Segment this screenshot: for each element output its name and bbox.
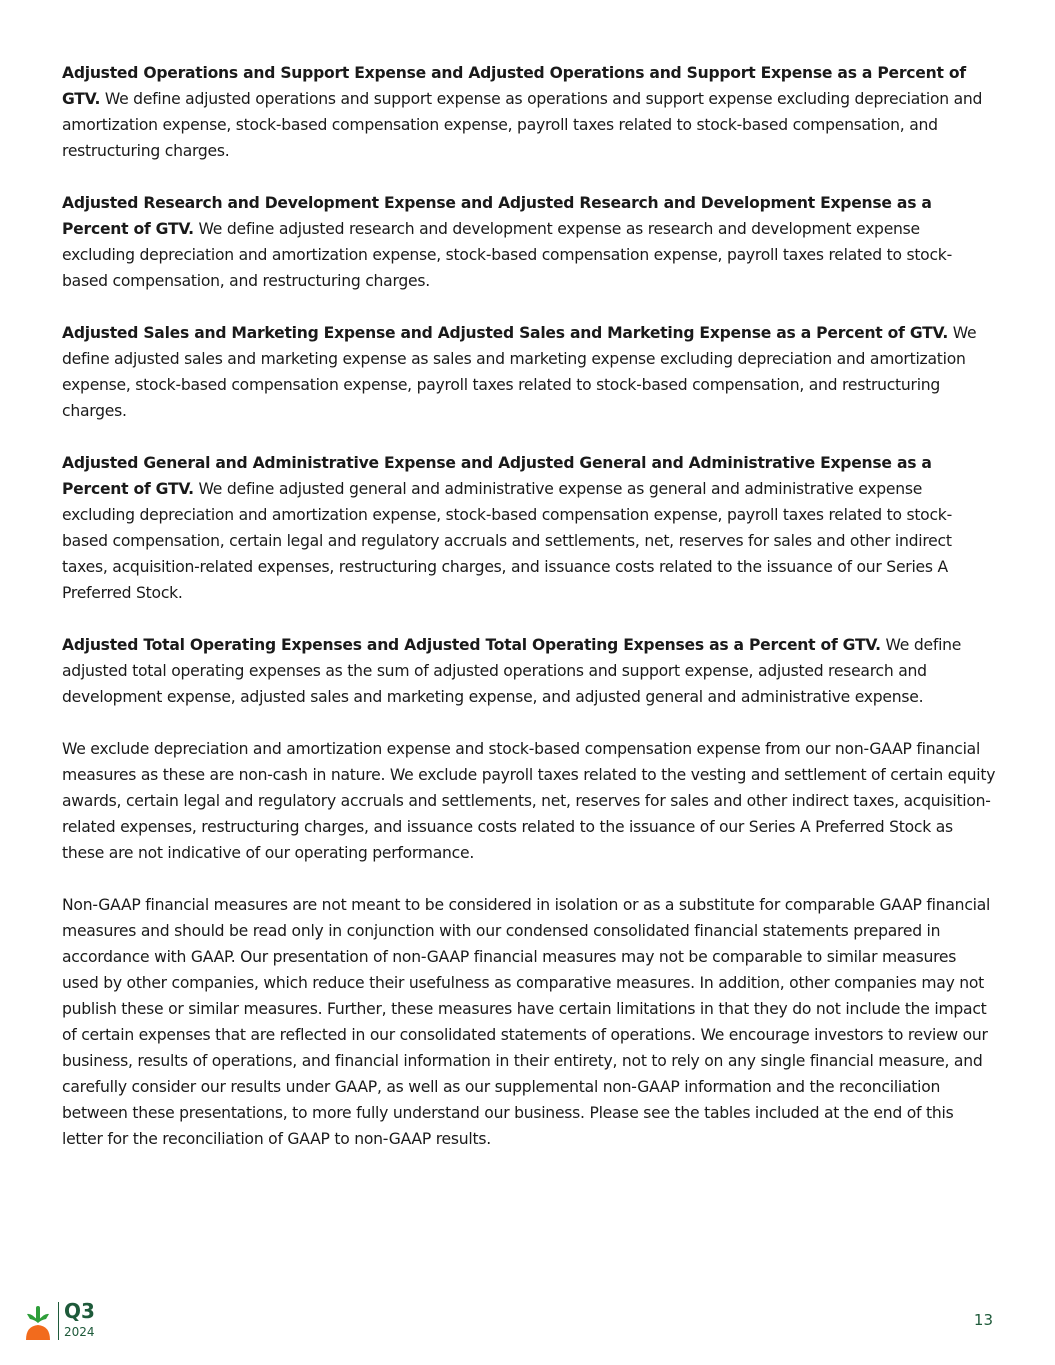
document-body bbox=[62, 60, 997, 1178]
paragraph-body: Non-GAAP financial measures are not meant to be considered in isolation or as a substitute for comparable GAAP financial measures and should be read only in conjunction with our condensed consolidated financial statements prepared in accordance with GAAP. Our presentation of non-GAAP financial measures may not be comparable to similar measures used by other companies, which reduce their usefulness as comparative measures. In addition, other companies may not publish these or similar measures. Further, these measures have certain limitations in that they do not include the impact of certain expenses that are reflected in our consolidated statements of operations. We encourage investors to review our business, results of operations, and financial information in their entirety, not to rely on any single financial measure, and carefully consider our results under GAAP, as well as our supplemental non-GAAP information and the reconciliation between these presentations, to more fully understand our business. Please see the tables included at the end of this letter for the reconciliation of GAAP to non-GAAP results. bbox=[62, 896, 991, 1148]
quarter-label: Q3 bbox=[64, 1299, 95, 1323]
paragraph-non-gaap-disclaimer bbox=[62, 892, 997, 1152]
paragraph-exclusions bbox=[62, 736, 997, 866]
paragraph-body: We exclude depreciation and amortization expense and stock-based compensation expense from our non-GAAP financial measures as these are non-cash in nature. We exclude payroll taxes related to the vesting and settlement of certain equity awards, certain legal and regulatory accruals and settlements, net, reserves for sales and other indirect taxes, acquisition-related expenses, restructuring charges, and issuance costs related to the issuance of our Series A Preferred Stock as these are not indicative of our operating performance. bbox=[62, 740, 996, 862]
paragraph-adjusted-operations-support bbox=[62, 60, 997, 164]
paragraph-body: We define adjusted research and development expense as research and development expense excluding depreciation and amortization expense, stock-based compensation expense, payroll taxes related to stock-based compensation, and restructuring charges. bbox=[62, 220, 952, 290]
carrot-icon bbox=[24, 1304, 52, 1340]
paragraph-adjusted-research-development bbox=[62, 190, 997, 294]
paragraph-body: We define adjusted sales and marketing expense as sales and marketing expense excluding depreciation and amortization expense, stock-based compensation expense, payroll taxes related to stock-based compensation, and restructuring charges. bbox=[62, 324, 977, 420]
paragraph-body: We define adjusted operations and support expense as operations and support expense excluding depreciation and amortization expense, stock-based compensation expense, payroll taxes related to stock-based compensation, and restructuring charges. bbox=[62, 90, 983, 160]
paragraph-heading: Adjusted Research and Development Expense and Adjusted Research and Development Expense as a Percent of GTV. bbox=[62, 194, 932, 238]
paragraph-adjusted-total-operating bbox=[62, 632, 997, 710]
paragraph-heading: Adjusted Total Operating Expenses and Adjusted Total Operating Expenses as a Percent of GTV. bbox=[62, 636, 881, 654]
paragraph-adjusted-general-administrative bbox=[62, 450, 997, 606]
paragraph-body: We define adjusted total operating expenses as the sum of adjusted operations and support expense, adjusted research and development expense, adjusted sales and marketing expense, and adjusted general and administrative expense. bbox=[62, 636, 962, 706]
footer-logo bbox=[24, 1300, 114, 1344]
paragraph-body: We define adjusted general and administrative expense as general and administrative expense excluding depreciation and amortization expense, stock-based compensation expense, payroll taxes related to stock-based compensation, certain legal and regulatory accruals and settlements, net, reserves for sales and other indirect taxes, acquisition-related expenses, restructuring charges, and issuance costs related to the issuance of our Series A Preferred Stock. bbox=[62, 480, 952, 602]
paragraph-heading: Adjusted Sales and Marketing Expense and Adjusted Sales and Marketing Expense as a Percent of GTV. bbox=[62, 324, 949, 342]
paragraph-adjusted-sales-marketing bbox=[62, 320, 997, 424]
logo-divider bbox=[58, 1302, 59, 1340]
paragraph-heading: Adjusted Operations and Support Expense and Adjusted Operations and Support Expense as a Percent of GTV. bbox=[62, 64, 966, 108]
page-number: 13 bbox=[973, 1311, 993, 1329]
paragraph-heading: Adjusted General and Administrative Expense and Adjusted General and Administrative Expense as a Percent of GTV. bbox=[62, 454, 932, 498]
year-label: 2024 bbox=[64, 1325, 95, 1339]
